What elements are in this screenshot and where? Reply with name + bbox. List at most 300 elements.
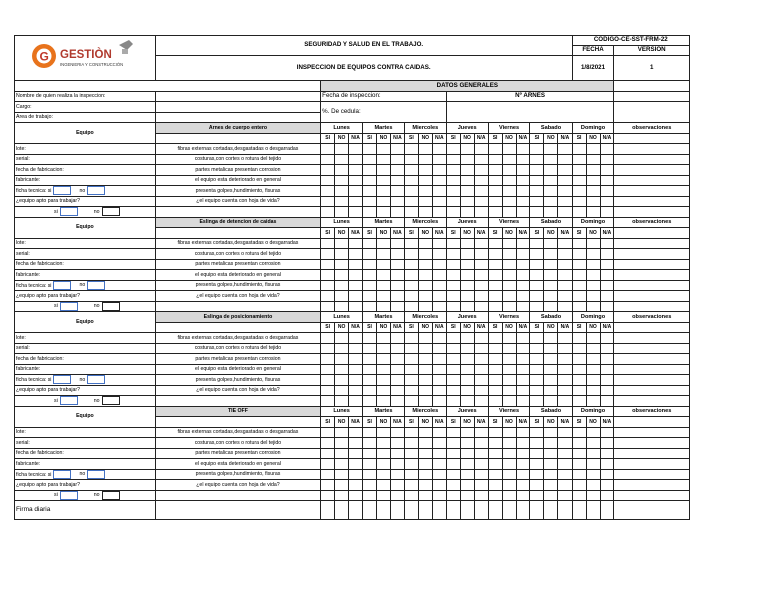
- check-cell[interactable]: [390, 154, 404, 165]
- check-cell[interactable]: [321, 469, 335, 480]
- check-cell[interactable]: [446, 354, 460, 365]
- apto-cell[interactable]: [460, 207, 474, 218]
- check-cell[interactable]: [530, 238, 544, 249]
- check-cell[interactable]: [474, 385, 488, 396]
- apto-cell[interactable]: [502, 396, 516, 407]
- check-cell[interactable]: [516, 375, 530, 386]
- check-cell[interactable]: [418, 280, 432, 291]
- check-cell[interactable]: [376, 343, 390, 354]
- check-cell[interactable]: [335, 238, 349, 249]
- check-cell[interactable]: [558, 270, 572, 281]
- check-cell[interactable]: [460, 438, 474, 449]
- check-cell[interactable]: [460, 375, 474, 386]
- check-cell[interactable]: [474, 333, 488, 344]
- check-cell[interactable]: [363, 165, 377, 176]
- firma-cell[interactable]: [404, 501, 418, 520]
- check-cell[interactable]: [502, 238, 516, 249]
- check-cell[interactable]: [349, 469, 363, 480]
- check-cell[interactable]: [502, 175, 516, 186]
- check-cell[interactable]: [349, 459, 363, 470]
- check-cell[interactable]: [321, 165, 335, 176]
- check-cell[interactable]: [488, 186, 502, 197]
- check-cell[interactable]: [390, 196, 404, 207]
- check-cell[interactable]: [376, 364, 390, 375]
- check-cell[interactable]: [418, 291, 432, 302]
- check-cell[interactable]: [321, 280, 335, 291]
- check-cell[interactable]: [502, 154, 516, 165]
- check-cell[interactable]: [544, 270, 558, 281]
- check-cell[interactable]: [488, 364, 502, 375]
- check-cell[interactable]: [390, 480, 404, 491]
- check-cell[interactable]: [558, 459, 572, 470]
- check-cell[interactable]: [600, 364, 614, 375]
- apto-cell[interactable]: [558, 396, 572, 407]
- check-cell[interactable]: [321, 385, 335, 396]
- check-cell[interactable]: [446, 343, 460, 354]
- check-cell[interactable]: [572, 196, 586, 207]
- check-cell[interactable]: [488, 375, 502, 386]
- check-cell[interactable]: [488, 270, 502, 281]
- check-cell[interactable]: [390, 238, 404, 249]
- apto-cell[interactable]: [390, 301, 404, 312]
- apto-cell[interactable]: [586, 396, 600, 407]
- check-cell[interactable]: [460, 469, 474, 480]
- check-cell[interactable]: [516, 165, 530, 176]
- check-cell[interactable]: [516, 238, 530, 249]
- check-cell[interactable]: [418, 270, 432, 281]
- check-cell[interactable]: [572, 364, 586, 375]
- check-cell[interactable]: [530, 343, 544, 354]
- check-cell[interactable]: [376, 459, 390, 470]
- check-cell[interactable]: [544, 343, 558, 354]
- apto-si-checkbox[interactable]: [60, 491, 78, 500]
- check-cell[interactable]: [363, 238, 377, 249]
- check-cell[interactable]: [558, 438, 572, 449]
- check-cell[interactable]: [586, 459, 600, 470]
- check-cell[interactable]: [586, 333, 600, 344]
- check-cell[interactable]: [516, 259, 530, 270]
- check-cell[interactable]: [460, 196, 474, 207]
- check-cell[interactable]: [516, 448, 530, 459]
- check-cell[interactable]: [460, 280, 474, 291]
- apto-cell[interactable]: [488, 396, 502, 407]
- check-cell[interactable]: [572, 238, 586, 249]
- check-cell[interactable]: [446, 259, 460, 270]
- check-cell[interactable]: [404, 186, 418, 197]
- check-cell[interactable]: [349, 196, 363, 207]
- observaciones-cell[interactable]: [614, 186, 690, 197]
- apto-cell[interactable]: [432, 490, 446, 501]
- check-cell[interactable]: [572, 375, 586, 386]
- check-cell[interactable]: [432, 459, 446, 470]
- check-cell[interactable]: [376, 385, 390, 396]
- check-cell[interactable]: [474, 375, 488, 386]
- apto-si-checkbox[interactable]: [60, 302, 78, 311]
- firma-cell[interactable]: [335, 501, 349, 520]
- check-cell[interactable]: [432, 480, 446, 491]
- apto-cell[interactable]: [544, 396, 558, 407]
- check-cell[interactable]: [335, 333, 349, 344]
- check-cell[interactable]: [586, 238, 600, 249]
- apto-cell[interactable]: [321, 301, 335, 312]
- check-cell[interactable]: [432, 259, 446, 270]
- check-cell[interactable]: [418, 438, 432, 449]
- check-cell[interactable]: [502, 196, 516, 207]
- check-cell[interactable]: [488, 480, 502, 491]
- check-cell[interactable]: [335, 175, 349, 186]
- check-cell[interactable]: [558, 354, 572, 365]
- check-cell[interactable]: [600, 354, 614, 365]
- check-cell[interactable]: [376, 448, 390, 459]
- check-cell[interactable]: [460, 154, 474, 165]
- check-cell[interactable]: [446, 238, 460, 249]
- check-cell[interactable]: [530, 196, 544, 207]
- check-cell[interactable]: [558, 280, 572, 291]
- check-cell[interactable]: [488, 438, 502, 449]
- check-cell[interactable]: [321, 354, 335, 365]
- apto-obs[interactable]: [614, 490, 690, 501]
- check-cell[interactable]: [321, 459, 335, 470]
- apto-cell[interactable]: [432, 396, 446, 407]
- check-cell[interactable]: [390, 448, 404, 459]
- check-cell[interactable]: [404, 469, 418, 480]
- check-cell[interactable]: [488, 175, 502, 186]
- check-cell[interactable]: [586, 438, 600, 449]
- check-cell[interactable]: [363, 175, 377, 186]
- check-cell[interactable]: [474, 291, 488, 302]
- firma-cell[interactable]: [321, 501, 335, 520]
- check-cell[interactable]: [376, 144, 390, 155]
- firma-cell[interactable]: [474, 501, 488, 520]
- check-cell[interactable]: [432, 280, 446, 291]
- apto-cell[interactable]: [530, 490, 544, 501]
- check-cell[interactable]: [460, 427, 474, 438]
- observaciones-cell[interactable]: [614, 480, 690, 491]
- check-cell[interactable]: [432, 375, 446, 386]
- check-cell[interactable]: [502, 354, 516, 365]
- check-cell[interactable]: [600, 343, 614, 354]
- check-cell[interactable]: [432, 469, 446, 480]
- apto-cell[interactable]: [586, 490, 600, 501]
- firma-cell[interactable]: [418, 501, 432, 520]
- apto-no-checkbox[interactable]: [102, 207, 120, 216]
- observaciones-cell[interactable]: [614, 249, 690, 260]
- check-cell[interactable]: [558, 165, 572, 176]
- check-cell[interactable]: [335, 280, 349, 291]
- observaciones-cell[interactable]: [614, 364, 690, 375]
- firma-cell[interactable]: [544, 501, 558, 520]
- check-cell[interactable]: [446, 144, 460, 155]
- check-cell[interactable]: [474, 238, 488, 249]
- observaciones-cell[interactable]: [614, 427, 690, 438]
- check-cell[interactable]: [544, 438, 558, 449]
- check-cell[interactable]: [363, 154, 377, 165]
- check-cell[interactable]: [418, 375, 432, 386]
- check-cell[interactable]: [586, 165, 600, 176]
- check-cell[interactable]: [474, 175, 488, 186]
- check-cell[interactable]: [586, 354, 600, 365]
- check-cell[interactable]: [321, 448, 335, 459]
- check-cell[interactable]: [363, 343, 377, 354]
- check-cell[interactable]: [390, 291, 404, 302]
- check-cell[interactable]: [530, 280, 544, 291]
- apto-cell[interactable]: [404, 301, 418, 312]
- observaciones-cell[interactable]: [614, 354, 690, 365]
- firma-cell[interactable]: [572, 501, 586, 520]
- check-cell[interactable]: [376, 238, 390, 249]
- cedula-input[interactable]: [446, 102, 614, 123]
- check-cell[interactable]: [530, 438, 544, 449]
- check-cell[interactable]: [460, 165, 474, 176]
- check-cell[interactable]: [474, 343, 488, 354]
- check-cell[interactable]: [502, 438, 516, 449]
- check-cell[interactable]: [544, 154, 558, 165]
- apto-cell[interactable]: [349, 490, 363, 501]
- check-cell[interactable]: [349, 175, 363, 186]
- check-cell[interactable]: [363, 144, 377, 155]
- check-cell[interactable]: [572, 448, 586, 459]
- check-cell[interactable]: [418, 175, 432, 186]
- check-cell[interactable]: [586, 154, 600, 165]
- apto-cell[interactable]: [530, 207, 544, 218]
- check-cell[interactable]: [488, 448, 502, 459]
- check-cell[interactable]: [474, 270, 488, 281]
- check-cell[interactable]: [516, 343, 530, 354]
- check-cell[interactable]: [376, 175, 390, 186]
- apto-cell[interactable]: [488, 301, 502, 312]
- check-cell[interactable]: [349, 333, 363, 344]
- check-cell[interactable]: [586, 448, 600, 459]
- apto-cell[interactable]: [460, 490, 474, 501]
- check-cell[interactable]: [335, 469, 349, 480]
- check-cell[interactable]: [586, 259, 600, 270]
- check-cell[interactable]: [488, 144, 502, 155]
- check-cell[interactable]: [321, 196, 335, 207]
- check-cell[interactable]: [363, 375, 377, 386]
- check-cell[interactable]: [460, 249, 474, 260]
- check-cell[interactable]: [460, 459, 474, 470]
- check-cell[interactable]: [502, 186, 516, 197]
- check-cell[interactable]: [363, 469, 377, 480]
- check-cell[interactable]: [460, 333, 474, 344]
- check-cell[interactable]: [572, 154, 586, 165]
- apto-cell[interactable]: [572, 207, 586, 218]
- apto-cell[interactable]: [600, 301, 614, 312]
- check-cell[interactable]: [558, 364, 572, 375]
- check-cell[interactable]: [335, 144, 349, 155]
- check-cell[interactable]: [600, 469, 614, 480]
- apto-cell[interactable]: [488, 490, 502, 501]
- apto-cell[interactable]: [349, 396, 363, 407]
- check-cell[interactable]: [404, 480, 418, 491]
- apto-cell[interactable]: [335, 396, 349, 407]
- apto-cell[interactable]: [502, 207, 516, 218]
- ficha-no-checkbox[interactable]: [87, 375, 105, 384]
- check-cell[interactable]: [446, 448, 460, 459]
- firma-cell[interactable]: [586, 501, 600, 520]
- check-cell[interactable]: [474, 196, 488, 207]
- check-cell[interactable]: [404, 427, 418, 438]
- check-cell[interactable]: [502, 291, 516, 302]
- check-cell[interactable]: [530, 259, 544, 270]
- check-cell[interactable]: [404, 385, 418, 396]
- apto-cell[interactable]: [349, 301, 363, 312]
- check-cell[interactable]: [404, 259, 418, 270]
- check-cell[interactable]: [572, 186, 586, 197]
- check-cell[interactable]: [432, 354, 446, 365]
- apto-cell[interactable]: [418, 301, 432, 312]
- check-cell[interactable]: [404, 375, 418, 386]
- check-cell[interactable]: [558, 238, 572, 249]
- check-cell[interactable]: [586, 291, 600, 302]
- check-cell[interactable]: [363, 186, 377, 197]
- apto-si-checkbox[interactable]: [60, 396, 78, 405]
- check-cell[interactable]: [474, 165, 488, 176]
- check-cell[interactable]: [502, 259, 516, 270]
- check-cell[interactable]: [544, 385, 558, 396]
- observaciones-cell[interactable]: [614, 238, 690, 249]
- check-cell[interactable]: [530, 270, 544, 281]
- check-cell[interactable]: [390, 343, 404, 354]
- check-cell[interactable]: [390, 259, 404, 270]
- check-cell[interactable]: [363, 459, 377, 470]
- check-cell[interactable]: [349, 270, 363, 281]
- check-cell[interactable]: [390, 186, 404, 197]
- check-cell[interactable]: [600, 480, 614, 491]
- apto-cell[interactable]: [474, 301, 488, 312]
- ficha-si-checkbox[interactable]: [53, 281, 71, 290]
- apto-cell[interactable]: [390, 396, 404, 407]
- apto-cell[interactable]: [321, 396, 335, 407]
- check-cell[interactable]: [349, 364, 363, 375]
- check-cell[interactable]: [474, 280, 488, 291]
- check-cell[interactable]: [446, 375, 460, 386]
- apto-cell[interactable]: [530, 301, 544, 312]
- check-cell[interactable]: [321, 438, 335, 449]
- check-cell[interactable]: [600, 459, 614, 470]
- check-cell[interactable]: [390, 385, 404, 396]
- check-cell[interactable]: [363, 448, 377, 459]
- apto-no-checkbox[interactable]: [102, 491, 120, 500]
- check-cell[interactable]: [349, 186, 363, 197]
- check-cell[interactable]: [572, 280, 586, 291]
- check-cell[interactable]: [516, 249, 530, 260]
- firma-cell[interactable]: [376, 501, 390, 520]
- check-cell[interactable]: [516, 438, 530, 449]
- check-cell[interactable]: [502, 480, 516, 491]
- check-cell[interactable]: [390, 364, 404, 375]
- check-cell[interactable]: [544, 427, 558, 438]
- check-cell[interactable]: [349, 375, 363, 386]
- check-cell[interactable]: [572, 144, 586, 155]
- check-cell[interactable]: [460, 343, 474, 354]
- check-cell[interactable]: [446, 364, 460, 375]
- apto-si-checkbox[interactable]: [60, 207, 78, 216]
- check-cell[interactable]: [404, 249, 418, 260]
- check-cell[interactable]: [516, 291, 530, 302]
- check-cell[interactable]: [418, 448, 432, 459]
- check-cell[interactable]: [335, 448, 349, 459]
- check-cell[interactable]: [558, 196, 572, 207]
- check-cell[interactable]: [544, 375, 558, 386]
- apto-cell[interactable]: [321, 490, 335, 501]
- check-cell[interactable]: [321, 333, 335, 344]
- observaciones-cell[interactable]: [614, 291, 690, 302]
- cedula-extra[interactable]: [614, 102, 690, 123]
- check-cell[interactable]: [474, 438, 488, 449]
- check-cell[interactable]: [432, 427, 446, 438]
- check-cell[interactable]: [335, 186, 349, 197]
- check-cell[interactable]: [502, 343, 516, 354]
- check-cell[interactable]: [321, 375, 335, 386]
- check-cell[interactable]: [558, 144, 572, 155]
- check-cell[interactable]: [572, 270, 586, 281]
- apto-cell[interactable]: [390, 490, 404, 501]
- check-cell[interactable]: [544, 144, 558, 155]
- check-cell[interactable]: [390, 144, 404, 155]
- observaciones-cell[interactable]: [614, 343, 690, 354]
- check-cell[interactable]: [404, 343, 418, 354]
- check-cell[interactable]: [558, 249, 572, 260]
- check-cell[interactable]: [572, 469, 586, 480]
- check-cell[interactable]: [321, 480, 335, 491]
- apto-cell[interactable]: [558, 207, 572, 218]
- check-cell[interactable]: [404, 459, 418, 470]
- check-cell[interactable]: [502, 448, 516, 459]
- check-cell[interactable]: [544, 249, 558, 260]
- check-cell[interactable]: [404, 333, 418, 344]
- check-cell[interactable]: [600, 186, 614, 197]
- check-cell[interactable]: [418, 469, 432, 480]
- check-cell[interactable]: [404, 238, 418, 249]
- check-cell[interactable]: [502, 459, 516, 470]
- check-cell[interactable]: [335, 480, 349, 491]
- check-cell[interactable]: [363, 480, 377, 491]
- check-cell[interactable]: [600, 448, 614, 459]
- check-cell[interactable]: [544, 354, 558, 365]
- check-cell[interactable]: [474, 469, 488, 480]
- check-cell[interactable]: [460, 291, 474, 302]
- check-cell[interactable]: [432, 270, 446, 281]
- check-cell[interactable]: [376, 280, 390, 291]
- check-cell[interactable]: [335, 385, 349, 396]
- check-cell[interactable]: [474, 364, 488, 375]
- check-cell[interactable]: [558, 154, 572, 165]
- check-cell[interactable]: [530, 165, 544, 176]
- check-cell[interactable]: [335, 427, 349, 438]
- check-cell[interactable]: [502, 280, 516, 291]
- check-cell[interactable]: [600, 438, 614, 449]
- firma-cell[interactable]: [349, 501, 363, 520]
- check-cell[interactable]: [363, 438, 377, 449]
- ficha-si-checkbox[interactable]: [53, 470, 71, 479]
- check-cell[interactable]: [530, 385, 544, 396]
- firma-cell[interactable]: [460, 501, 474, 520]
- check-cell[interactable]: [404, 438, 418, 449]
- firma-cell[interactable]: [363, 501, 377, 520]
- apto-cell[interactable]: [404, 207, 418, 218]
- apto-cell[interactable]: [544, 301, 558, 312]
- apto-cell[interactable]: [376, 207, 390, 218]
- check-cell[interactable]: [363, 270, 377, 281]
- check-cell[interactable]: [418, 385, 432, 396]
- check-cell[interactable]: [460, 270, 474, 281]
- ficha-si-checkbox[interactable]: [53, 375, 71, 384]
- apto-cell[interactable]: [544, 207, 558, 218]
- check-cell[interactable]: [432, 196, 446, 207]
- check-cell[interactable]: [586, 249, 600, 260]
- firma-cell[interactable]: [488, 501, 502, 520]
